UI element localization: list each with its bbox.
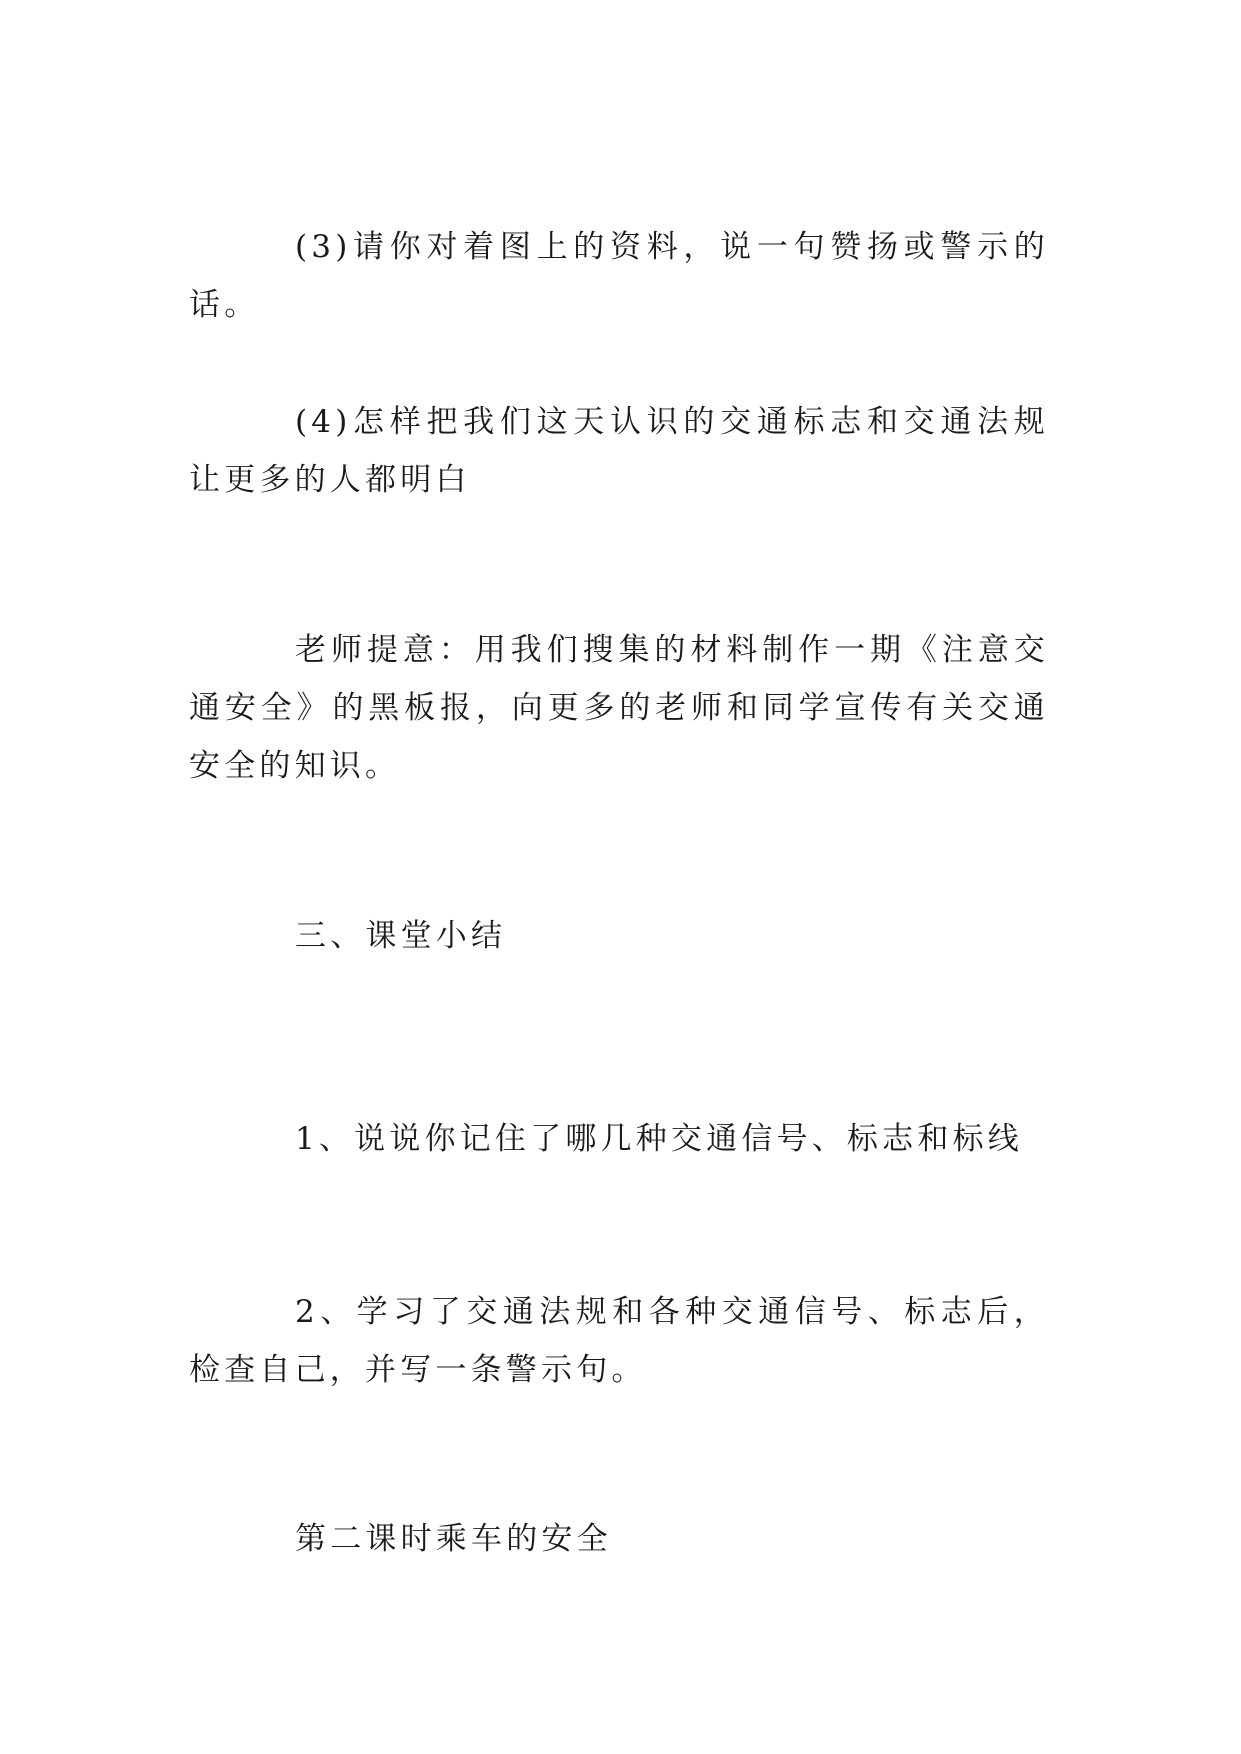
paragraph-summary-item-2: 2、学习了交通法规和各种交通信号、标志后，检查自己，并写一条警示句。	[189, 1294, 1049, 1388]
paragraph-question-4: (4)怎样把我们这天认识的交通标志和交通法规让更多的人都明白	[189, 404, 1049, 498]
paragraph-summary-item-1: 1、说说你记住了哪几种交通信号、标志和标线	[295, 1121, 1023, 1157]
paragraph-teacher-tip: 老师提意：用我们搜集的材料制作一期《注意交通安全》的黑板报，向更多的老师和同学宣传有关交通安全的知识。	[189, 632, 1049, 784]
paragraph-question-3: (3)请你对着图上的资料，说一句赞扬或警示的话。	[189, 229, 1049, 323]
section-heading-summary: 三、课堂小结	[295, 918, 507, 954]
lesson-heading-second: 第二课时乘车的安全	[295, 1521, 612, 1557]
